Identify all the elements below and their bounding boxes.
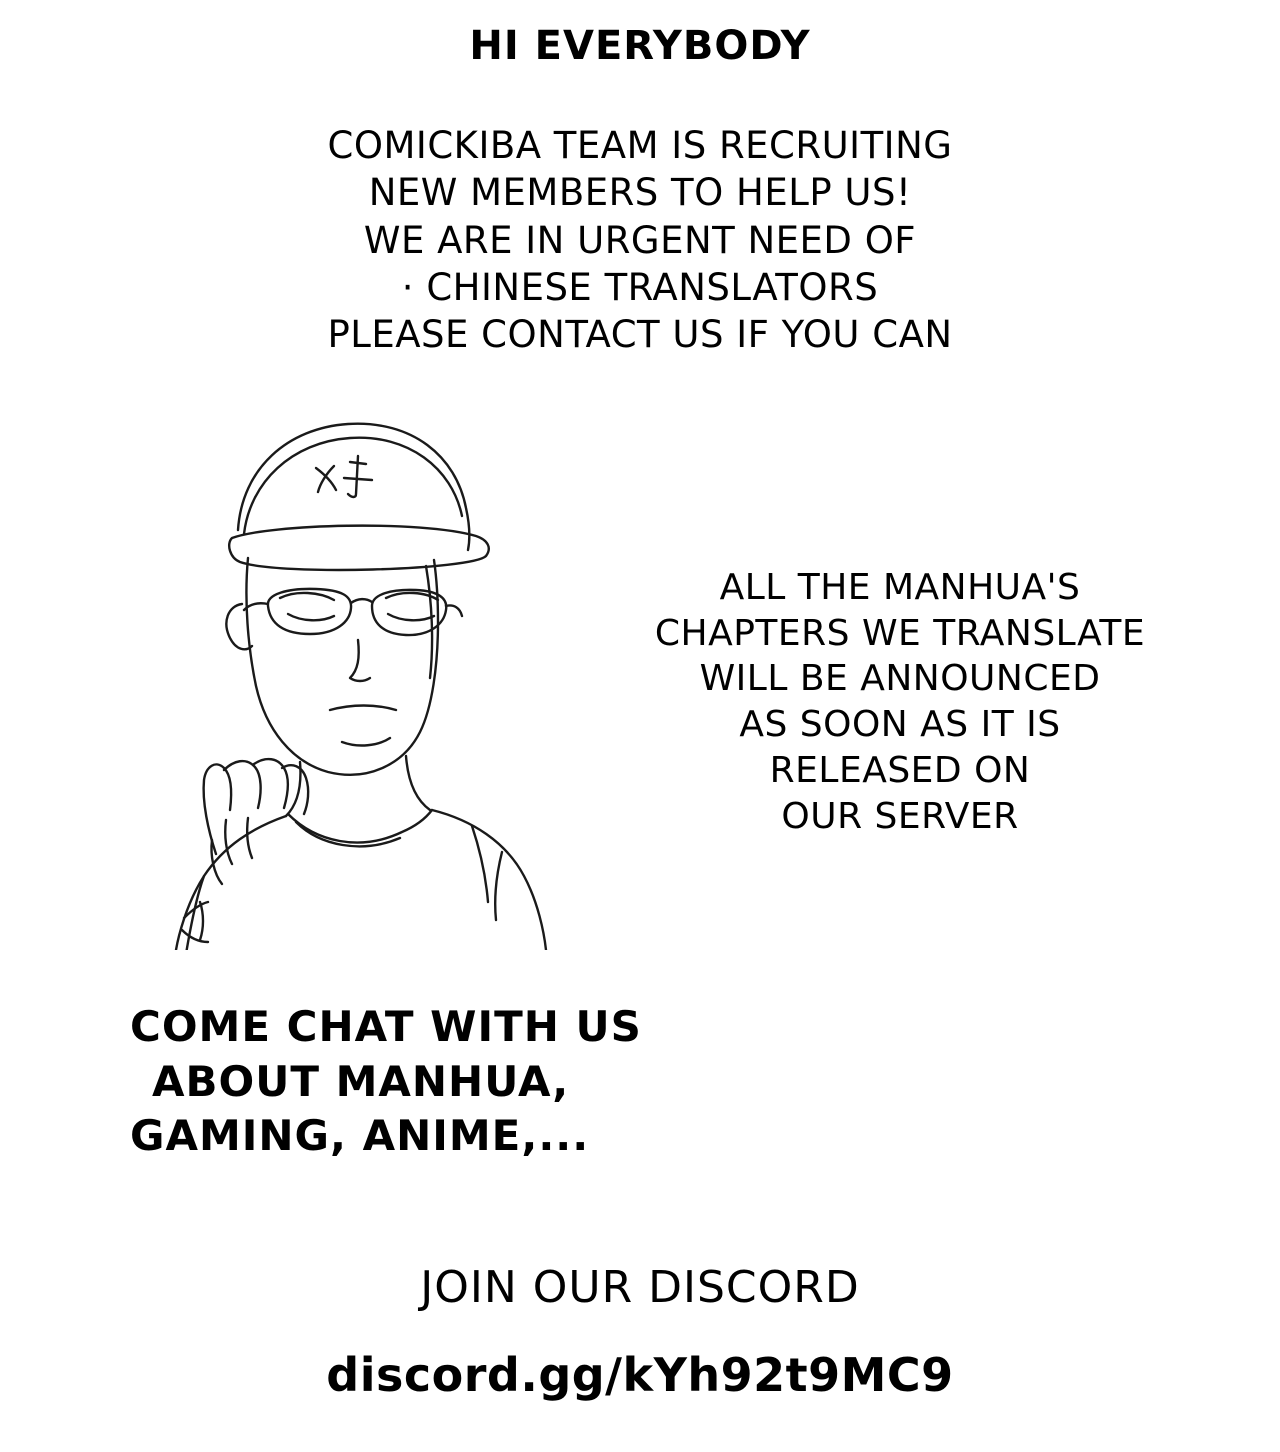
announcement-line: CHAPTERS WE TRANSLATE — [654, 612, 1146, 654]
chat-invite-line: COME CHAT WITH US — [130, 1002, 642, 1051]
sketch-of-person-with-cap-and-glasses-icon — [120, 390, 580, 950]
announcement-line: AS SOON AS IT IS — [739, 704, 1061, 746]
announcement-line: ALL THE MANHUA'S — [719, 567, 1081, 608]
translation-announcement — [540, 565, 1260, 839]
announcement-line: RELEASED ON — [769, 749, 1031, 791]
announcement-line: OUR SERVER — [781, 795, 1019, 837]
discord-invite-link[interactable]: discord.gg/kYh92t9MC9 — [326, 1348, 954, 1402]
recruitment-line: COMICKIBA TEAM IS RECRUITING — [327, 124, 953, 167]
recruitment-line: NEW MEMBERS TO HELP US! — [368, 171, 912, 215]
chat-invite-line: ABOUT MANHUA, — [152, 1056, 570, 1106]
chat-invite-line: GAMING, ANIME,... — [130, 1111, 590, 1161]
recruitment-line: WE ARE IN URGENT NEED OF — [363, 218, 917, 262]
page-title: HI EVERYBODY — [469, 23, 811, 69]
discord-call-to-action: JOIN OUR DISCORD — [420, 1262, 860, 1313]
recruitment-line: · CHINESE TRANSLATORS — [401, 266, 879, 310]
recruitment-line: PLEASE CONTACT US IF YOU CAN — [327, 313, 953, 357]
chat-invite-message — [130, 1000, 1030, 1164]
announcement-line: WILL BE ANNOUNCED — [699, 658, 1101, 700]
recruitment-message — [0, 122, 1280, 359]
